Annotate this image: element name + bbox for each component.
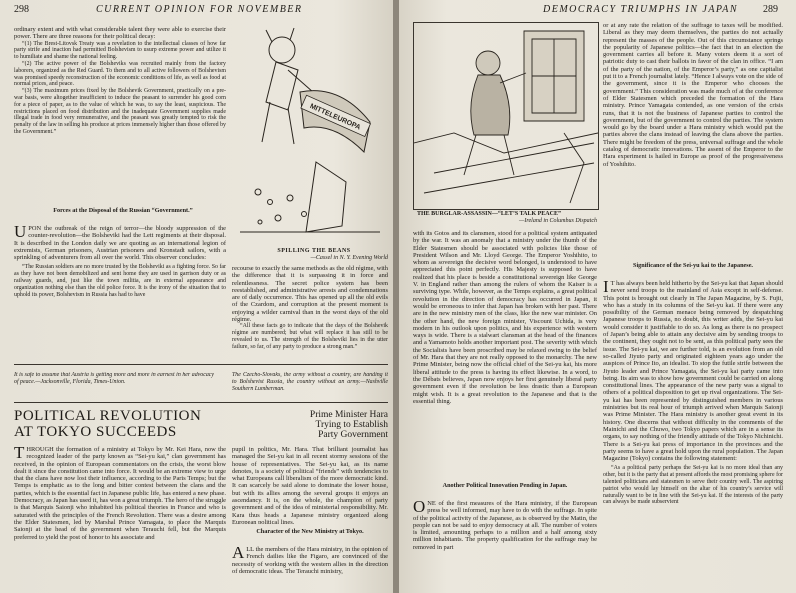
reasons-column	[14, 26, 226, 198]
tokyo-text: HROUGH the formation of a ministry at Tokyo by Mr. Kei Hara, now the recognized leader of the party known as “Sei-yu kai,” clan government has received, in the opinion of European commentators on the crisis, the worst blow dealt it since the constitution came into force. It would be an extreme view to urge that the clans have now lost their influence, according to the Paris Temps; but the Temps is emphatic as to the long and bitter contest between the clans and the parties, which is the essential fact in Japanese public life, has entered a new phase. Democracy, as Japan has used it, has won a great triumph. The hero of the struggle is that Marquis Saionji who inhabited his political theories in France and who is saturated with the principles of the French Revolution. There was a desire among the Elder Statesmen, led by Marshal Prince Yamagata, to place the Marquis Saionji at the head of the government when Terauchi fell, but the Marquis preferred to yield the post of honor to his associate and	[14, 446, 226, 541]
reason-3: “(3) The maximum prices fixed by the Bolshevik Government, practically on a pre-war basis, were altogether insufficient to induce the peasant to surrender his good corn for a piece of paper, as to the value of which he was, to say the least, suspicious. The restrictions placed on food distribution and the inadequate Government supplies made illegal trade in food very remunerative, and the peasant was greatly tempted to risk the penalty of the law in selling his produce at prices immensely higher than those offered by the Government.”	[14, 88, 226, 135]
intro-paragraph: ordinary extent and with what considerable talent they were able to exercise their power. There are three reasons for their political decay:	[14, 26, 226, 41]
right-cartoon-title: THE BURGLAR-ASSASSIN—“LET’S TALK PEACE”	[417, 211, 561, 217]
innovation-dropcap: O	[413, 500, 426, 516]
tokyo-column	[14, 446, 226, 588]
significance-dropcap: I	[603, 280, 609, 296]
right-running-head: DEMOCRACY TRIUMPHS IN JAPAN	[543, 4, 739, 15]
forces-heading: Forces at the Disposal of the Russian “Government.”	[53, 207, 193, 214]
forces-quote: “The Russian soldiers are no more trusted by the Bolsheviki as a fighting force. So far as they have not been demobilized and sent home they are used in garrison duty or as railway guards, and, just like the town militia, are in external appearance and organization nothing else than the old police force. It is the irony of the situation that to uphold its power, Bolshevism in Russia has had to have	[14, 264, 226, 298]
deck-line-1: Prime Minister Hara	[309, 410, 388, 420]
forces-dropcap: U	[14, 225, 27, 241]
tokyo-dropcap: T	[14, 446, 25, 462]
forces-column	[14, 225, 226, 363]
character-heading: Character of the New Ministry at Tokyo.	[256, 528, 364, 535]
innovation-column	[413, 500, 597, 588]
left-col2-para1: recourse to exactly the same methods as the old régime, with the difference that it is surpassing it in force and relentlessness. The secret police system has been reestablished, and administrative arrests and condemnations are of daily occurrence. This has opened up all the old evils of the Czardom, and corruption at the present moment is enjoying a wilder carnival than in the worst days of the old régime.	[232, 265, 388, 324]
cartoon-drawing-icon	[230, 22, 388, 244]
right-header	[413, 4, 785, 18]
article-deck	[250, 410, 388, 440]
significance-heading: Significance of the Sei-yu kai to the Japanese.	[633, 262, 753, 269]
left-divider	[14, 364, 388, 365]
left-running-head: CURRENT OPINION FOR NOVEMBER	[96, 4, 303, 15]
innovation-heading: Another Political Innovation Pending in Japan.	[442, 482, 568, 489]
left-header	[14, 4, 384, 18]
left-cartoon-caption	[240, 248, 388, 262]
deck-line-2: Trying to Establish	[315, 420, 388, 430]
right-cartoon-credit: —Ireland in Columbus Dispatch	[519, 218, 597, 224]
reason-1: “(1) The Brest-Litovsk Treaty was a revelation to the intellectual classes of how far party strife and inaction had permitted Bolshevism to usurp extreme power and utilize it to humiliate and shame the national feeling.	[14, 40, 226, 61]
tokyo-col2: pupil in politics, Mr. Hara. That brilliant journalist has managed the Sei-yu kai in all recent stormy sessions of the house of representatives. The Sei-yu kai, as its name denotes, is a society of political “friends” with tendencies to what Europeans call liberalism of the more democratic kind. It can scarcely be said alone to dominate the lower house, but with its allies among the several groups it enjoys an ascendancy. It is, on the whole, the champion of party government and of the idea of ministerial responsibility. Mr. Kara thus heads a Japanese ministry organized along European political lines.	[232, 446, 388, 524]
left-page	[0, 0, 393, 593]
character-column	[232, 546, 388, 590]
right-col1-text: with its Gotos and its clansmen, stood for a political system antiquated by the war. It was an anomaly that a ministry under the thumb of the Elder Statesmen should be associated with policies like those of President Wilson and Mr. Lloyd George. The Emperor Yoshihito, to whom as sovereign the decisive word belonged, is understood to have appreciated this point perfectly. His Majesty is supposed to have realized that his place is beside a constitutional sovereign like George V. in England rather than among the rulers of whom the Kaiser is a surviving type. While, however, as the Temps explains, a great political revolution in the direction of democracy has occurred in Japan, it would be erroneous to infer that Japan has broken with her past. There are in the new ministry men of the class, like the new war minister. On the other hand, the new foreign minister, Viscount Uchida, is very modern in his outlook upon politics, and his experience with western ways is wide. There is a stalwart clansman at the head of the finances and a Yamamoto holds another important post. The severity with which the Socialists have been proscribed may be relaxed owing to the belief of Mr. Hara that they are not really opposed to the monarchy. The new Prime Minister, being now the official chief of the Sei-yu kai, his more liberal attitude to the press is having its effect likewise. In a word, to the Débats believes, Japan now enjoys her first genuinely liberal party government even if the revolution be less drastic than a European might wish. It is a great revolution to the Japanese and that is the essential thing.	[413, 230, 597, 405]
innovation-text: NE of the first measures of the Hara ministry, if the European press be well informed, may have to do with the suffrage. In spite of the political activity of the Japanese, as is observed by the Matin, the people can not be said to enjoy democracy at all. The number of voters is limited, amounting perhaps to a million and a half among sixty million inhabitants. The property qualification for the suffrage may be removed in part	[413, 500, 597, 551]
headline-line-1: POLITICAL REVOLUTION	[14, 408, 202, 424]
left-col2-para2: “All these facts go to indicate that the days of the Bolshevik régime are numbered; but what will replace it has still to be revealed to us. The strength of the Bolsheviki lies in the utter failure, so far, of any party to produce a strong man.”	[232, 323, 388, 350]
article-headline	[14, 408, 234, 440]
left-col2-text	[232, 265, 388, 367]
right-page	[399, 0, 796, 593]
right-page-number: 289	[763, 4, 778, 15]
filler-right: The Czecho-Slovaks, the army without a country, are handing it to Bolshevist Russia, the country without an army.—Nashville Southern Lumberman.	[232, 372, 388, 392]
left-cartoon-credit: —Cassel in N. Y. Evening World	[310, 255, 388, 261]
significance-text: T has always been held hitherto by the Sei-yu kai that Japan should never send troops to the mainland of Asia except in self-defense. This point is brought out clearly in The Japan Magazine, by S. Fujii, who has a study in its columns of the Sei-yu kai. If there were any possibility of the German menace being removed by despatching Japanese troops to Russia, no doubt, this writer adds, the Sei-yu kai would consider it justifiable to do so. As long as there is no prospect of Japan’s being able to attain any decisive aim by sending troops to the continent, they ought not to be sent, as this political party sees the issue. The Sei-yu kai, we are further told, is an evolution from an old so-called Jiyuto party and originated eighteen years ago under the auspices of Prince Ito, an idealist. To stop the futile strife between the Jiyuto leader and Prince Yamagata, the Sei-yu kai party came into being. Its aim was to show how government could be carried on along constitutional lines. The appearance of the new party was a signal to others of a political disposition to get up rival organizations. The Sei-yu kai has been represented by distinguished members in various ministries but its real hour of triumph arrived when Marquis Saionji was Prime Minister. The Hara ministry is another great event in its history. One discerns that without difficulty in the comments of the Mainichi and the Chuwo, two Tokyo papers which are in a sense its organs, to say nothing of the friendly attitude of the Tokyo Nichinichi. There is a Sei-yu kai press of importance in the provinces and the party seems to have a great hold upon the rural population. The Japan Magazine (Tokyo) contains the following statement:	[603, 280, 783, 463]
left-page-number: 298	[14, 4, 29, 15]
character-dropcap: A	[232, 546, 245, 562]
right-cartoon-caption	[417, 211, 597, 225]
right-col2-text: or at any rate the relation of the suffrage to taxes will be modified. Liberal as they may deem themselves, the parties do not actually represent the masses of the people. Out of this circumstance springs the popularity of Japanese politics—the fact that in an election the government carries all before it. Many voters deem it a sort of patriotic duty to cast their ballots in favor of the clan in office. “I am of the party of the nation, of the Emperor’s party,” as one capitalist put it to a French journalist lately. “Hence I always vote on the side of the government, since it is the Emperor who chooses the government.” This consideration was made much of at the conference of Elder Statesmen which preceded the formation of the Hara ministry. Prince Yamagata contended, as one version of the crisis runs, that it is not the business of Japanese parties to control the government, but of the government to control the parties. The system would go by the board under a Hara ministry which would put the parties above the clans instead of leaving the clans above the parties. There might be freedom of the press, universal suffrage and the whole catalog of democratic innovations. The assent of the Emperor to the Hara experiment is hailed in Europe as proof of the progressiveness of Yoshihito.	[603, 22, 783, 168]
deck-line-3: Party Government	[318, 430, 388, 440]
filler-left: It is safe to assume that Austria is getting more and more in earnest in her advocacy of peace.—Jacksonville, Florida, Times-Union.	[14, 372, 214, 385]
reason-2: “(2) The active power of the Bolsheviks was recruited mainly from the factory laborers, organized as the Red Guard. To them and to all active followers of Bolshevism was promised speedy reconstruction of the economic conditions of life, as well as food at normal prices, and peace.	[14, 60, 226, 88]
left-cartoon-title: SPILLING THE BEANS	[277, 248, 351, 254]
burglar-drawing-icon	[414, 23, 598, 209]
character-text: LL the members of the Hara ministry, in the opinion of French dailies like the Figaro, are convinced of the necessity of working with the western allies in the direction of democratic ideas. The Terauchi ministry,	[232, 546, 388, 575]
cartoon-banner: MITTELEUROPA	[308, 102, 362, 132]
left-divider-2	[14, 402, 388, 403]
significance-column	[603, 280, 783, 588]
spilling-beans-cartoon	[230, 22, 388, 244]
significance-quote: “As a political party perhaps the Sei-yu kai is no more ideal than any other, but it is the party that at present affords the most promising sphere for talented politicians and statesmen to serve their country well. The aspiring patriot who would lay himself on the altar of his country’s service will naturally want to be in line with the Sei-yu kai. If the interests of the party can always be made subservient	[603, 465, 783, 506]
burglar-cartoon	[413, 22, 599, 210]
forces-text: PON the outbreak of the reign of terror—the bloody suppression of the counter-revolution—the Bolsheviki had the Lett regiments at their disposal. It is described in the London daily we are quoting as an international legion of extremists, German prisoners, Austrian prisoners and Kronstadt sailors, with a sprinkling of adventurers from all over the world. This observer concludes:	[14, 225, 226, 262]
headline-line-2: AT TOKYO SUCCEEDS	[14, 424, 177, 440]
